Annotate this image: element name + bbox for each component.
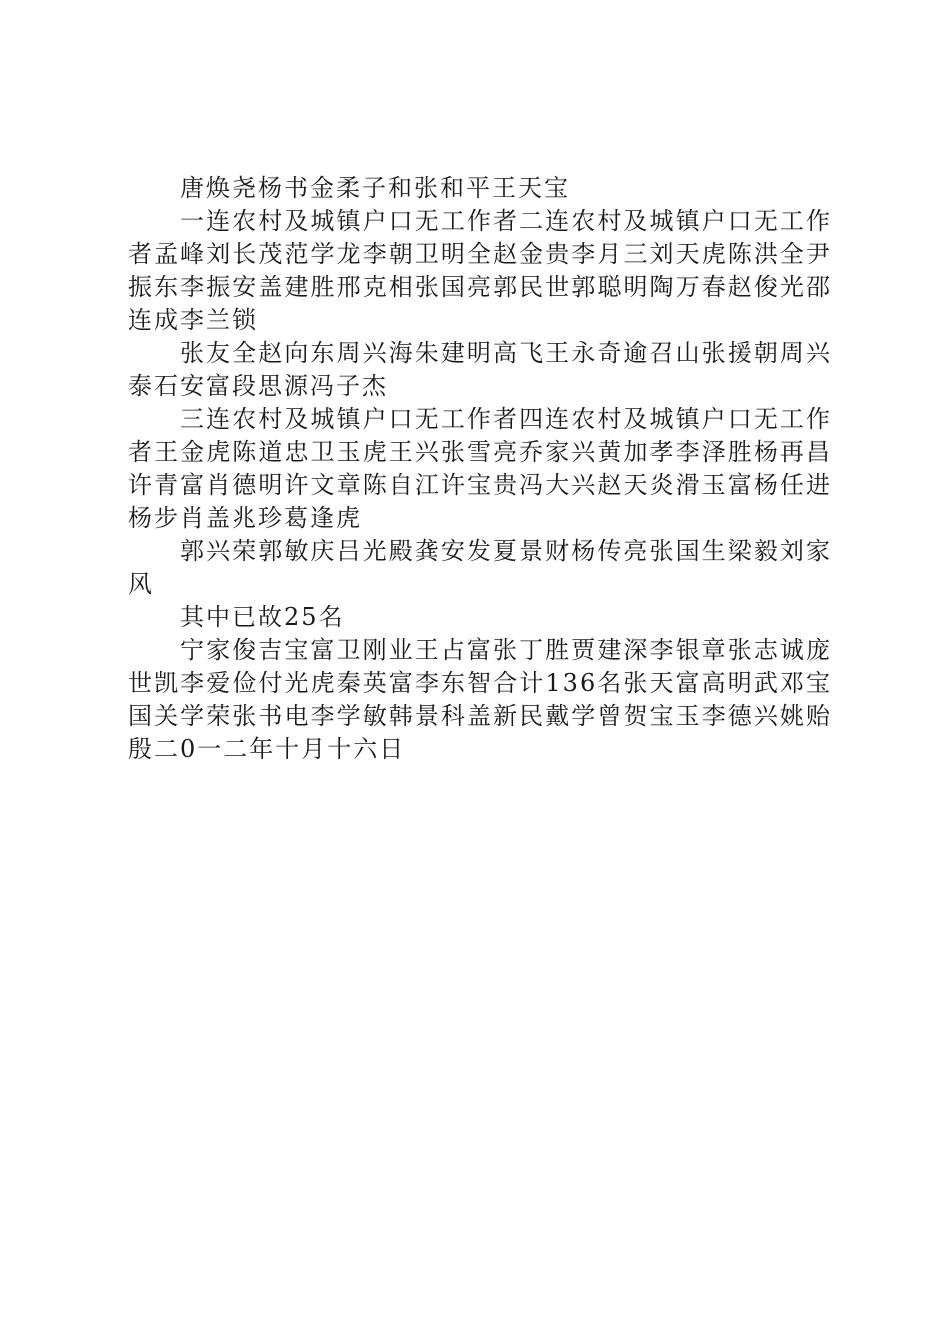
paragraph-4: 三连农村及城镇户口无工作者四连农村及城镇户口无工作者王金虎陈道忠卫玉虎王兴张雪亮乔家兴黄加孝李泽胜杨再昌许青富肖德明许文章陈自江许宝贵冯大兴赵天炎滑玉富杨任进杨步肖盖兆珍葛逢虎 [128,405,832,532]
paragraph-2: 一连农村及城镇户口无工作者二连农村及城镇户口无工作者孟峰刘长茂范学龙李朝卫明全赵金贵李月三刘天虎陈洪全尹振东李振安盖建胜邢克相张国亮郭民世郭聪明陶万春赵俊光邵连成李兰锁 [128,207,832,334]
paragraph-7: 宁家俊吉宝富卫刚业王占富张丁胜贾建深李银章张志诚庞世凯李爱俭付光虎秦英富李东智合计136名张天富高明武邓宝国关学荣张书电李学敏韩景科盖新民戴学曾贺宝玉李德兴姚贻殷二0一二年十月十六日 [128,636,832,763]
paragraph-6: 其中已故25名 [180,603,345,631]
paragraph-1: 唐焕尧杨书金柔子和张和平王天宝 [180,174,570,202]
document-page [128,172,832,766]
paragraph-5: 郭兴荣郭敏庆吕光殿龚安发夏景财杨传亮张国生梁毅刘家风 [128,537,832,598]
paragraph-3: 张友全赵向东周兴海朱建明高飞王永奇逾召山张援朝周兴泰石安富段思源冯子杰 [128,339,832,400]
